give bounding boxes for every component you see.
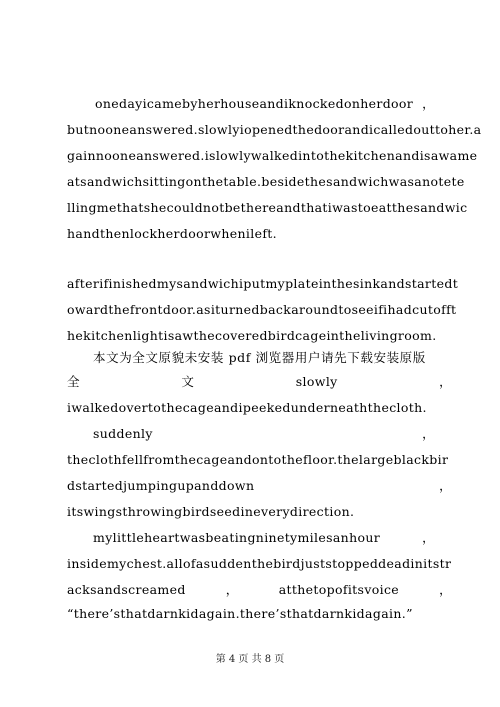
text-span: ， <box>225 582 239 597</box>
p1-line-4: atsandwichsittingonthetable.besidethesandwichwasanotete <box>67 174 465 189</box>
p3-line-2: theclothfellfromthecageandontothefloor.thelargeblackbir <box>67 452 449 467</box>
text-span: 全 <box>67 374 80 389</box>
text-span: ， <box>439 582 452 597</box>
text-span: suddenly <box>93 426 153 441</box>
p4-line-4: “there’sthatdarnkidagain.there’sthatdarnkidagain.” <box>67 606 413 621</box>
text-span: ， <box>422 96 435 111</box>
text-span: slowly <box>295 374 338 389</box>
text-span: acksandscreamed <box>67 582 186 597</box>
p2-line-1: afterifinishedmysandwichiputmyplateinthesinkandstartedt <box>67 276 459 291</box>
p4-line-1 <box>93 530 435 546</box>
text-span: 文 <box>181 374 195 389</box>
text-span: ， <box>439 374 452 389</box>
p3-line-3 <box>67 478 452 494</box>
text-span: atthetopofitsvoice <box>278 582 400 597</box>
text-span: mylittleheartwasbeatingninetymilesanhour <box>93 530 381 545</box>
page-number-footer: 第 4 页 共 8 页 <box>215 654 285 665</box>
notice-line-2 <box>67 374 452 390</box>
p2-line-3: hekitchenlightisawthecoveredbirdcageinthelivingroom. <box>67 328 437 343</box>
notice-line-3: iwalkedovertothecageandipeekedunderneaththecloth. <box>67 400 427 415</box>
p3-line-1 <box>93 426 435 442</box>
p1-line-1 <box>95 96 435 112</box>
p4-line-3 <box>67 582 452 598</box>
notice-line-1: 本文为全文原貌未安装 pdf 浏览器用户请先下载安装原版 <box>93 350 426 365</box>
text-span: dstartedjumpingupanddown <box>67 478 255 493</box>
p2-line-2: owardthefrontdoor.asiturnedbackaroundtoseeifihadcutofft <box>67 302 457 317</box>
text-span: ， <box>422 530 435 545</box>
p1-line-2: butnooneanswered.slowlyiopenedthedoorandicalledouttoher.a <box>67 122 482 137</box>
p3-line-4: itswingsthrowingbirdseedineverydirection. <box>67 504 355 519</box>
p1-line-5: llingmethatshecouldnotbethereandthatiwastoeatthesandwic <box>67 200 468 215</box>
p4-line-2: insidemychest.allofasuddenthebirdjuststoppeddeadinitstr <box>67 556 452 571</box>
p1-line-6: handthenlockherdoorwhenileft. <box>67 226 277 241</box>
text-span: onedayicamebyherhouseandiknockedonherdoor <box>95 96 414 111</box>
text-span: ， <box>439 478 452 493</box>
p1-line-3: gainnooneanswered.islowlywalkedintothekitchenandisawame <box>67 148 478 163</box>
text-span: ， <box>422 426 435 441</box>
